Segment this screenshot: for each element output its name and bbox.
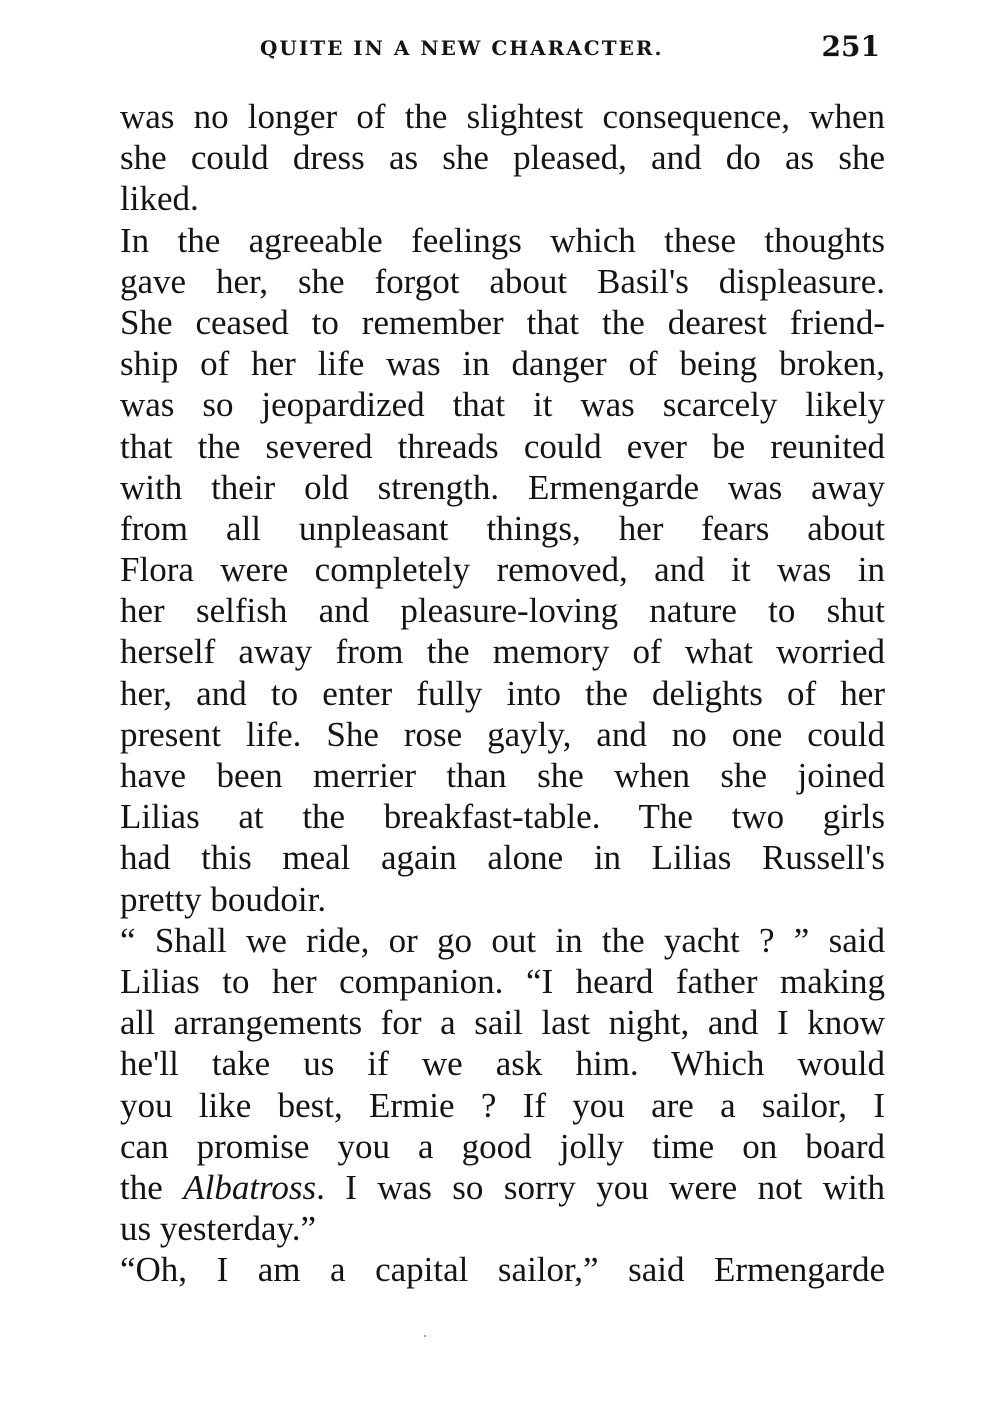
- line-text: that the severed threads could ever be reunited: [120, 426, 885, 466]
- text-line: [120, 755, 885, 796]
- text-line: [120, 302, 885, 343]
- line-text: “ Shall we ride, or go out in the yacht ? ” said: [120, 920, 885, 960]
- line-text: pretty boudoir.: [120, 879, 327, 919]
- line-text: the: [120, 1167, 184, 1207]
- running-head-title: QUITE IN A NEW CHARACTER.: [260, 36, 664, 60]
- line-text: present life. She rose gayly, and no one could: [120, 714, 885, 754]
- line-text: with their old strength. Ermengarde was away: [120, 467, 885, 507]
- text-line: [120, 343, 885, 384]
- text-line: [120, 467, 885, 508]
- text-line: [120, 796, 885, 837]
- line-text: had this meal again alone in Lilias Russell's: [120, 838, 885, 878]
- text-line: [120, 1249, 885, 1290]
- text-line: [120, 1208, 885, 1249]
- line-text: Flora were completely removed, and it was in: [120, 550, 885, 590]
- text-line: [120, 549, 885, 590]
- page-number: 251: [821, 30, 880, 63]
- text-line: [120, 220, 885, 261]
- italic-text: Albatross: [183, 1167, 317, 1207]
- text-line: [120, 261, 885, 302]
- running-header: [120, 30, 880, 70]
- line-text: us yesterday.”: [120, 1209, 316, 1249]
- line-text: can promise you a good jolly time on board: [120, 1126, 885, 1166]
- text-line: [120, 426, 885, 467]
- text-line: [120, 837, 885, 878]
- text-line: [120, 920, 885, 961]
- line-text: he'll take us if we ask him. Which would: [120, 1044, 885, 1084]
- text-line: [120, 879, 885, 920]
- text-line: [120, 178, 885, 219]
- line-text: In the agreeable feelings which these thoughts: [120, 220, 885, 260]
- line-text: was no longer of the slightest consequence, when: [120, 97, 885, 136]
- line-text: her selfish and pleasure-loving nature to shut: [120, 591, 885, 631]
- text-line: [120, 384, 885, 425]
- line-text: all arrangements for a sail last night, and I know: [120, 1003, 885, 1043]
- line-text: Lilias at the breakfast-table. The two girls: [120, 797, 885, 837]
- line-text: liked.: [120, 179, 199, 219]
- text-line: [120, 1043, 885, 1084]
- line-text: She ceased to remember that the dearest friend-: [120, 302, 885, 342]
- text-line: [120, 714, 885, 755]
- line-text: Lilias to her companion. “I heard father making: [120, 961, 885, 1001]
- text-line: [120, 1126, 885, 1167]
- text-line: [120, 96, 885, 137]
- line-text: was so jeopardized that it was scarcely likely: [120, 385, 885, 425]
- line-text: herself away from the memory of what worried: [120, 632, 885, 672]
- text-line: [120, 1085, 885, 1126]
- line-text: “Oh, I am a capital sailor,” said Ermengarde: [120, 1250, 885, 1290]
- line-text: have been merrier than she when she joined: [120, 756, 885, 795]
- text-line: [120, 1002, 885, 1043]
- line-text: she could dress as she pleased, and do as she: [120, 138, 885, 178]
- text-line: [120, 590, 885, 631]
- text-line: [120, 673, 885, 714]
- text-line: [120, 508, 885, 549]
- body-text: [120, 96, 885, 1290]
- line-text: . I was so sorry you were not with: [316, 1167, 886, 1207]
- text-line: [120, 137, 885, 178]
- line-text: ship of her life was in danger of being broken,: [120, 344, 885, 384]
- line-text: her, and to enter fully into the delights of her: [120, 673, 885, 713]
- print-speck: [424, 1335, 426, 1337]
- text-line: [120, 961, 885, 1002]
- text-line: [120, 1167, 885, 1208]
- line-text: from all unpleasant things, her fears about: [120, 508, 885, 548]
- line-text: gave her, she forgot about Basil's displeasure.: [120, 261, 885, 301]
- text-line: [120, 631, 885, 672]
- line-text: you like best, Ermie ? If you are a sailor, I: [120, 1085, 885, 1125]
